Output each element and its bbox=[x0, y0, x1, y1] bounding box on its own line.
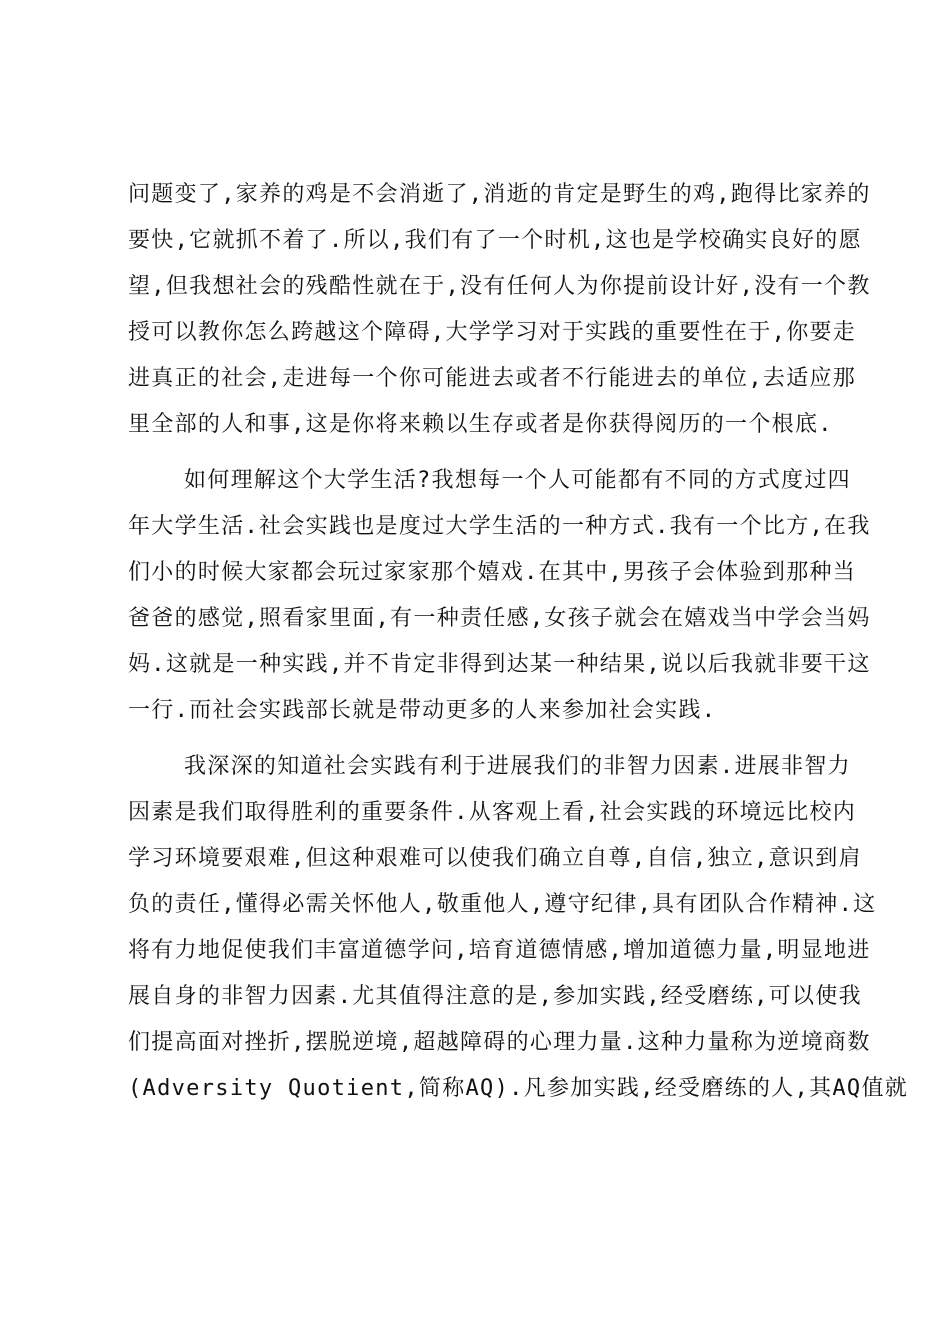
text-line: 将有力地促使我们丰富道德学问,培育道德情感,增加道德力量,明显地进 bbox=[128, 938, 871, 963]
paragraph-3 bbox=[128, 744, 909, 1112]
text-line: 里全部的人和事,这是你将来赖以生存或者是你获得阅历的一个根底. bbox=[128, 412, 833, 437]
text-line: 们小的时候大家都会玩过家家那个嬉戏.在其中,男孩子会体验到那种当 bbox=[128, 560, 857, 585]
text-line: 因素是我们取得胜利的重要条件.从客观上看,社会实践的环境远比校内 bbox=[128, 800, 857, 825]
text-line: 年大学生活.社会实践也是度过大学生活的一种方式.我有一个比方,在我 bbox=[128, 514, 871, 539]
text-line: (Adversity Quotient,简称AQ).凡参加实践,经受磨练的人,其AQ值就 bbox=[128, 1076, 909, 1101]
paragraph-2 bbox=[128, 458, 871, 734]
paragraph-1 bbox=[128, 172, 871, 448]
text-line: 展自身的非智力因素.尤其值得注意的是,参加实践,经受磨练,可以使我 bbox=[128, 984, 862, 1009]
text-line: 我深深的知道社会实践有利于进展我们的非智力因素.进展非智力 bbox=[184, 754, 851, 779]
text-line: 爸爸的感觉,照看家里面,有一种责任感,女孩子就会在嬉戏当中学会当妈 bbox=[128, 606, 871, 631]
text-line: 们提高面对挫折,摆脱逆境,超越障碍的心理力量.这种力量称为逆境商数 bbox=[128, 1030, 871, 1055]
text-line: 负的责任,懂得必需关怀他人,敬重他人,遵守纪律,具有团队合作精神.这 bbox=[128, 892, 877, 917]
document-page bbox=[128, 172, 909, 1112]
text-line: 授可以教你怎么跨越这个障碍,大学学习对于实践的重要性在于,你要走 bbox=[128, 320, 857, 345]
text-line: 如何理解这个大学生活?我想每一个人可能都有不同的方式度过四 bbox=[184, 468, 851, 493]
text-line: 进真正的社会,走进每一个你可能进去或者不行能进去的单位,去适应那 bbox=[128, 366, 857, 391]
text-line: 一行.而社会实践部长就是带动更多的人来参加社会实践. bbox=[128, 698, 717, 723]
text-line: 妈.这就是一种实践,并不肯定非得到达某一种结果,说以后我就非要干这 bbox=[128, 652, 871, 677]
text-line: 要快,它就抓不着了.所以,我们有了一个时机,这也是学校确实良好的愿 bbox=[128, 228, 862, 253]
text-line: 望,但我想社会的残酷性就在于,没有任何人为你提前设计好,没有一个教 bbox=[128, 274, 871, 299]
text-line: 问题变了,家养的鸡是不会消逝了,消逝的肯定是野生的鸡,跑得比家养的 bbox=[128, 182, 871, 207]
text-line: 学习环境要艰难,但这种艰难可以使我们确立自尊,自信,独立,意识到肩 bbox=[128, 846, 862, 871]
